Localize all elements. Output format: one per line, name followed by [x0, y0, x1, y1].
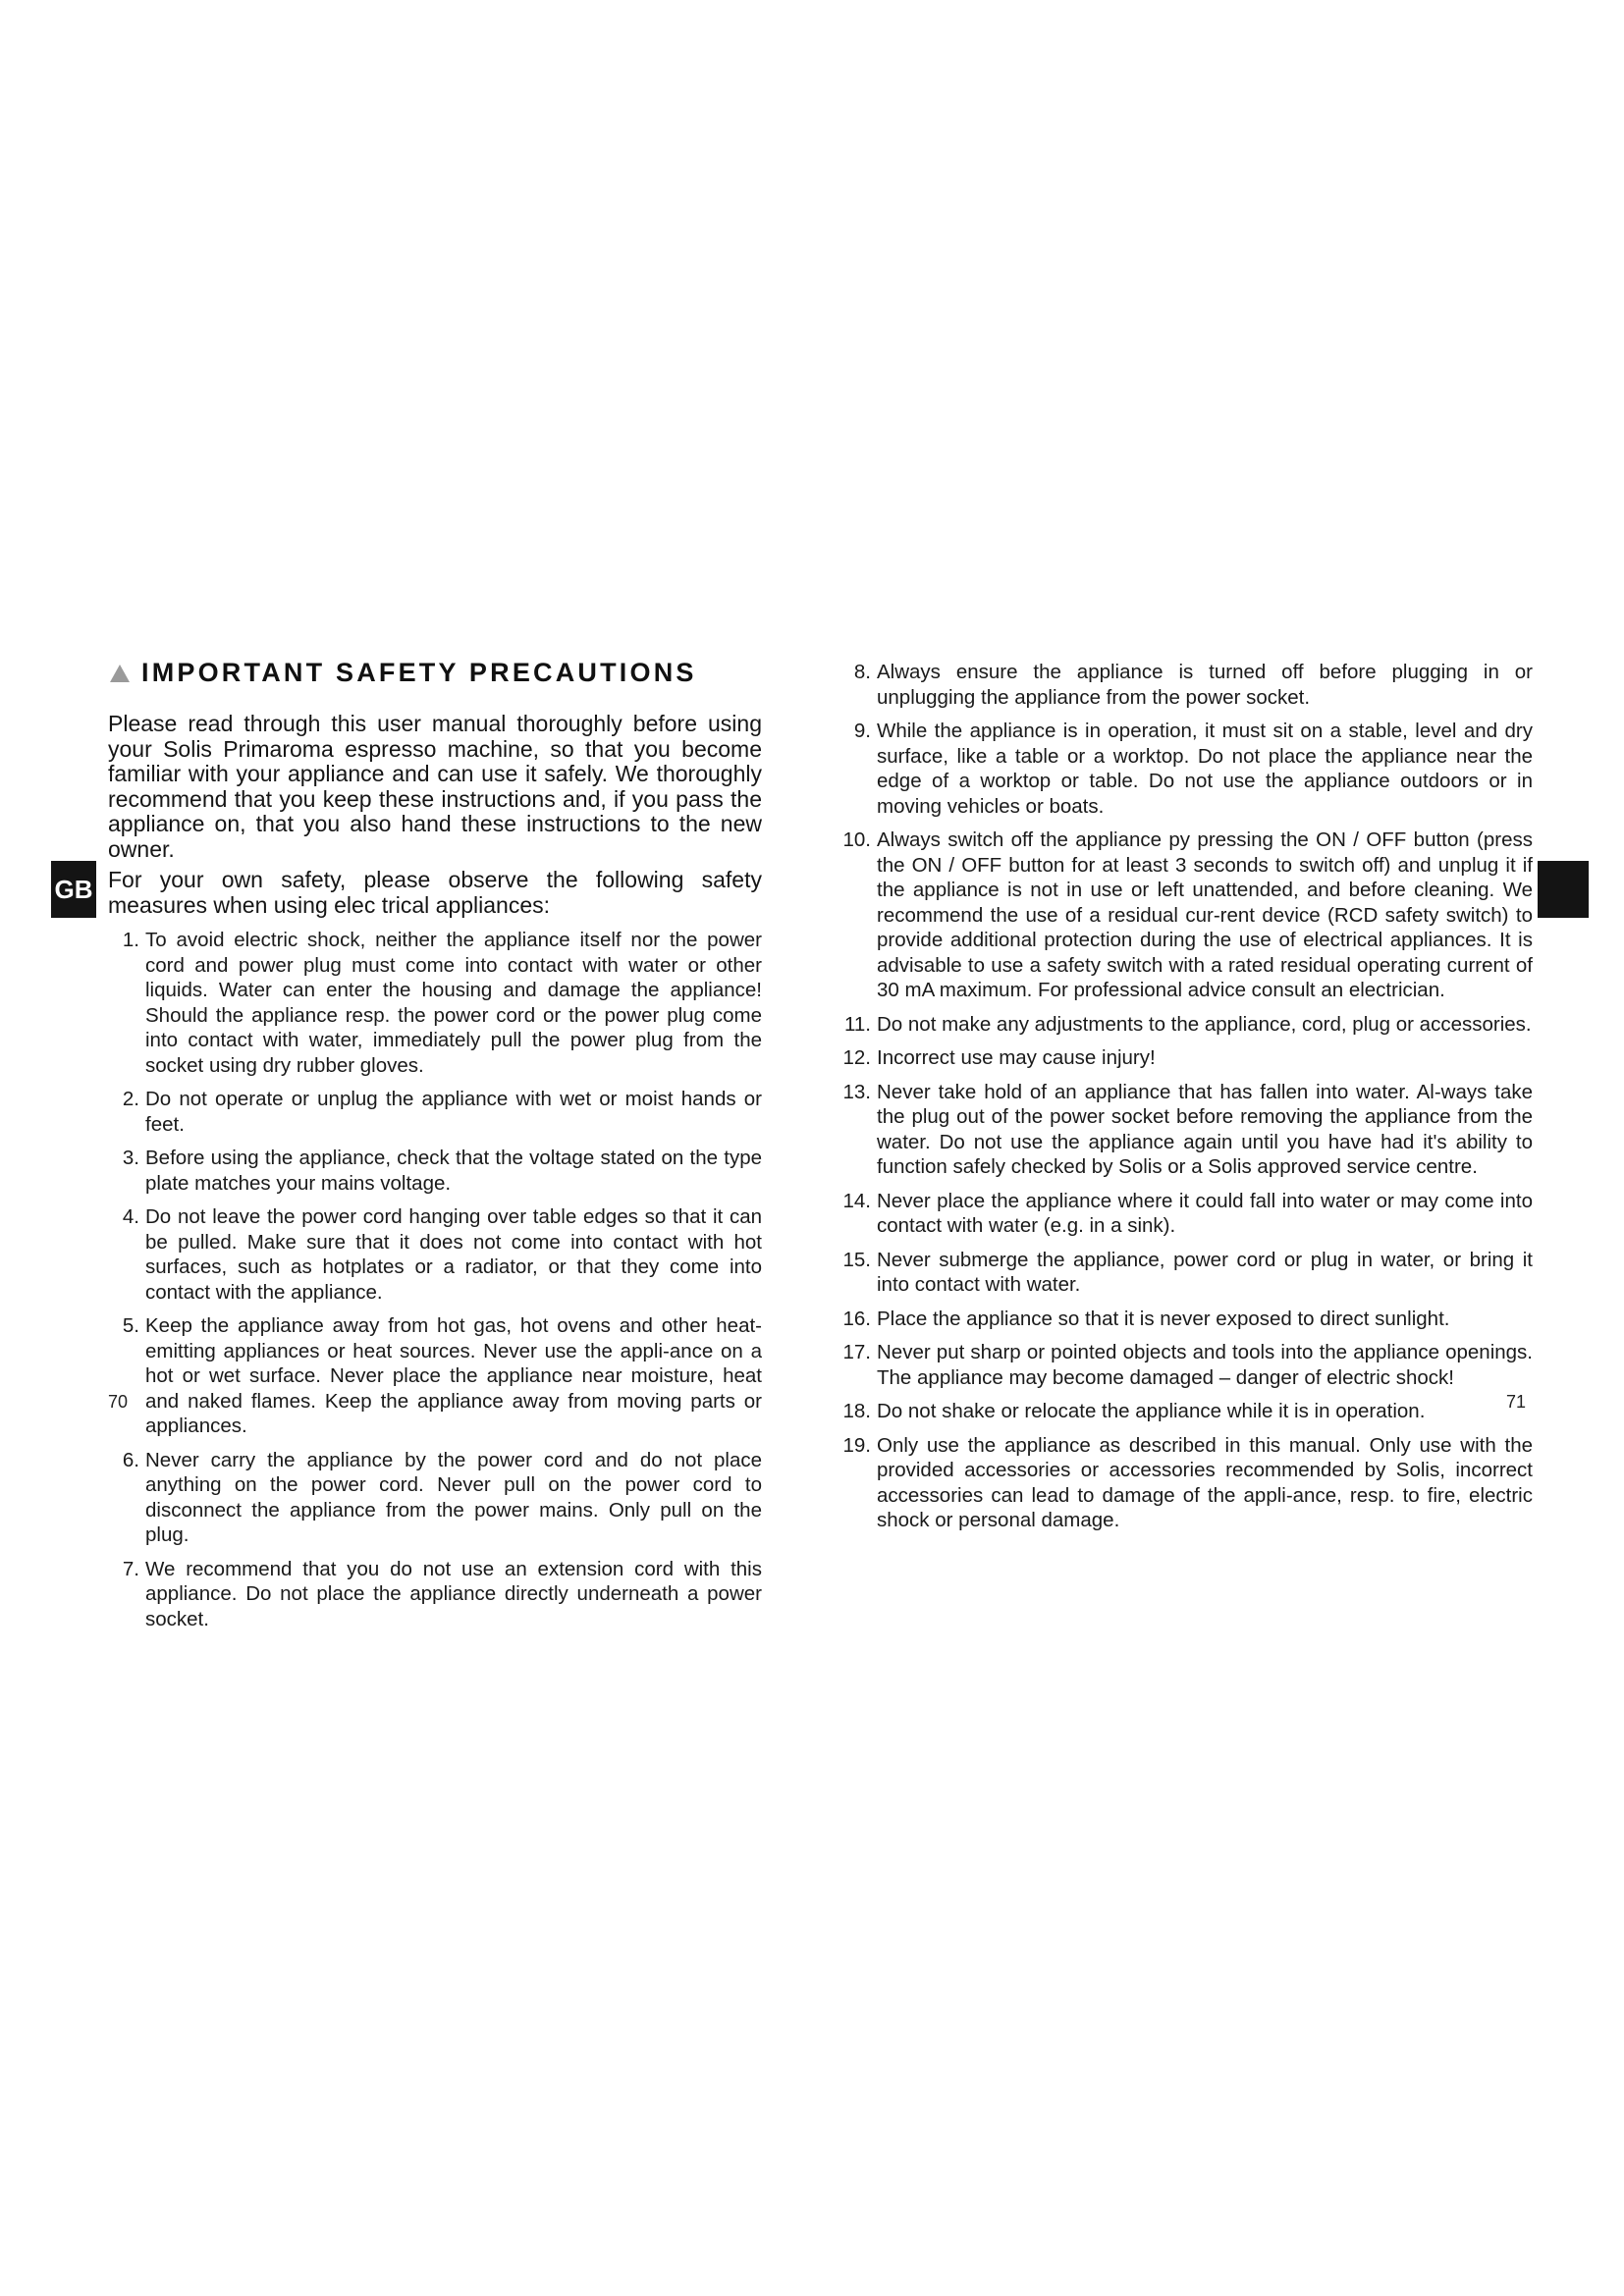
safety-list-left — [108, 928, 762, 1631]
item-text: While the appliance is in operation, it must sit on a stable, level and dry surface, like a table or a worktop. Do not place the appliance near the edge of a worktop or table. Do not use the appliance outdoors or in moving vehicles or boats. — [877, 720, 1533, 818]
right-column — [842, 660, 1533, 1542]
item-text: Always ensure the appliance is turned off before plugging in or unplugging the appliance from the power socket. — [877, 661, 1533, 709]
item-number: 10. — [842, 828, 871, 851]
heading-title: IMPORTANT SAFETY PRECAUTIONS — [141, 658, 697, 687]
safety-list-right — [842, 660, 1533, 1533]
item-text: Always switch off the appliance py pressing the ON / OFF button (press the ON / OFF button for at least 3 seconds to switch off) and unplug it if the appliance is not in use or left unattended, and before cleaning. We recommend the use of a residual cur-rent device (RCD safety switch) to provide additional protection during the use of electrical appliances. It is advisable to use a safety switch with a rated residual operating current of 30 mA maximum. For professional advice consult an electrician. — [877, 828, 1533, 1001]
list-item — [842, 1433, 1533, 1533]
item-text: Do not leave the power cord hanging over table edges so that it can be pulled. Make sure that it does not come into contact with hot surfaces, such as hotplates or a radiator, or that they come into contact with the appliance. — [145, 1205, 762, 1304]
item-text: Only use the appliance as described in this manual. Only use with the provided accessories or accessories recommended by Solis, incorrect accessories can lead to damage of the appli-ance, resp. to fire, electric shock or personal damage. — [877, 1433, 1533, 1531]
list-item — [842, 1399, 1533, 1424]
item-number: 7. — [122, 1557, 139, 1580]
list-item — [108, 1146, 762, 1196]
item-number: 9. — [853, 720, 871, 742]
page-number-right: 71 — [1506, 1392, 1527, 1412]
item-number: 2. — [122, 1088, 139, 1110]
list-item — [842, 1045, 1533, 1071]
intro-paragraph: For your own safety, please observe the following safety measures when using elec trical appliances: — [108, 867, 762, 918]
right-page — [812, 0, 1624, 2296]
item-text: To avoid electric shock, neither the appliance itself nor the power cord and power plug must come into contact with water or other liquids. Water can enter the housing and damage the appliance! Should the appliance resp. the power cord or the power plug come into contact with water, immediately pull the power plug from the socket using dry rubber gloves. — [145, 929, 762, 1077]
list-item — [842, 1307, 1533, 1332]
item-text: Place the appliance so that it is never exposed to direct sunlight. — [877, 1307, 1450, 1330]
list-item — [108, 1204, 762, 1305]
item-number: 12. — [842, 1046, 871, 1069]
item-text: We recommend that you do not use an extension cord with this appliance. Do not place the appliance directly underneath a power socket. — [145, 1557, 762, 1630]
list-item — [842, 1080, 1533, 1180]
left-column — [108, 658, 762, 1640]
list-item — [842, 1340, 1533, 1390]
item-number: 4. — [122, 1205, 139, 1228]
item-number: 3. — [122, 1147, 139, 1169]
item-number: 5. — [122, 1314, 139, 1337]
list-item — [108, 1313, 762, 1439]
item-number: 6. — [122, 1448, 139, 1471]
item-number: 14. — [842, 1189, 871, 1212]
item-text: Never put sharp or pointed objects and tools into the appliance openings. The appliance may become damaged – danger of electric shock! — [877, 1341, 1533, 1389]
item-number: 16. — [842, 1307, 871, 1330]
list-item — [853, 660, 1533, 710]
thumb-index-tab — [1538, 861, 1589, 918]
list-item — [842, 1189, 1533, 1239]
item-number: 18. — [842, 1400, 871, 1422]
item-text: Never submerge the appliance, power cord or plug in water, or bring it into contact with water. — [877, 1248, 1533, 1296]
item-number: 19. — [842, 1433, 871, 1457]
item-text: Never take hold of an appliance that has fallen into water. Al-ways take the plug out of the power socket before removing the appliance from the water. Do not use the appliance again until you have had it's ability to function safely checked by Solis or a Solis approved service centre. — [877, 1080, 1533, 1178]
warning-triangle-icon — [110, 665, 130, 682]
item-number: 8. — [853, 661, 871, 683]
item-text: Keep the appliance away from hot gas, hot ovens and other heat-emitting appliances or heat sources. Never use the appli-ance on a hot or wet surface. Never place the appliance near moisture, heat and naked flames. Keep the appliance away from moving parts or appliances. — [145, 1314, 762, 1437]
list-item — [842, 1248, 1533, 1298]
item-text: Incorrect use may cause injury! — [877, 1046, 1156, 1069]
item-number: 11. — [844, 1012, 871, 1036]
list-item — [108, 1087, 762, 1137]
item-text: Never carry the appliance by the power cord and do not place anything on the power cord. Never pull on the power cord to disconnect the appliance from the power mains. Only pull on the plug. — [145, 1448, 762, 1546]
item-number: 1. — [122, 929, 139, 951]
item-number: 13. — [842, 1080, 871, 1103]
item-text: Do not make any adjustments to the appliance, cord, plug or accessories. — [877, 1012, 1532, 1036]
list-item — [108, 1448, 762, 1548]
item-text: Before using the appliance, check that the voltage stated on the type plate matches your mains voltage. — [145, 1147, 762, 1195]
list-item — [108, 928, 762, 1078]
list-item — [853, 719, 1533, 819]
list-item — [108, 1557, 762, 1632]
item-text: Do not shake or relocate the appliance while it is in operation. — [877, 1400, 1426, 1422]
page-number-left: 70 — [108, 1392, 129, 1412]
item-text: Never place the appliance where it could fall into water or may come into contact with water (e.g. in a sink). — [877, 1189, 1533, 1237]
section-heading — [108, 658, 762, 688]
list-item — [842, 828, 1533, 1003]
intro-paragraph: Please read through this user manual thoroughly before using your Solis Primaroma espresso machine, so that you become familiar with your appliance and can use it safely. We thoroughly recommend that you keep these instructions and, if you pass the appliance on, that you also hand these instructions to the new owner. — [108, 711, 762, 862]
item-number: 17. — [842, 1341, 871, 1363]
item-text: Do not operate or unplug the appliance with wet or moist hands or feet. — [145, 1088, 762, 1136]
list-item — [844, 1012, 1533, 1038]
language-tab: GB — [51, 861, 96, 918]
item-number: 15. — [842, 1248, 871, 1271]
